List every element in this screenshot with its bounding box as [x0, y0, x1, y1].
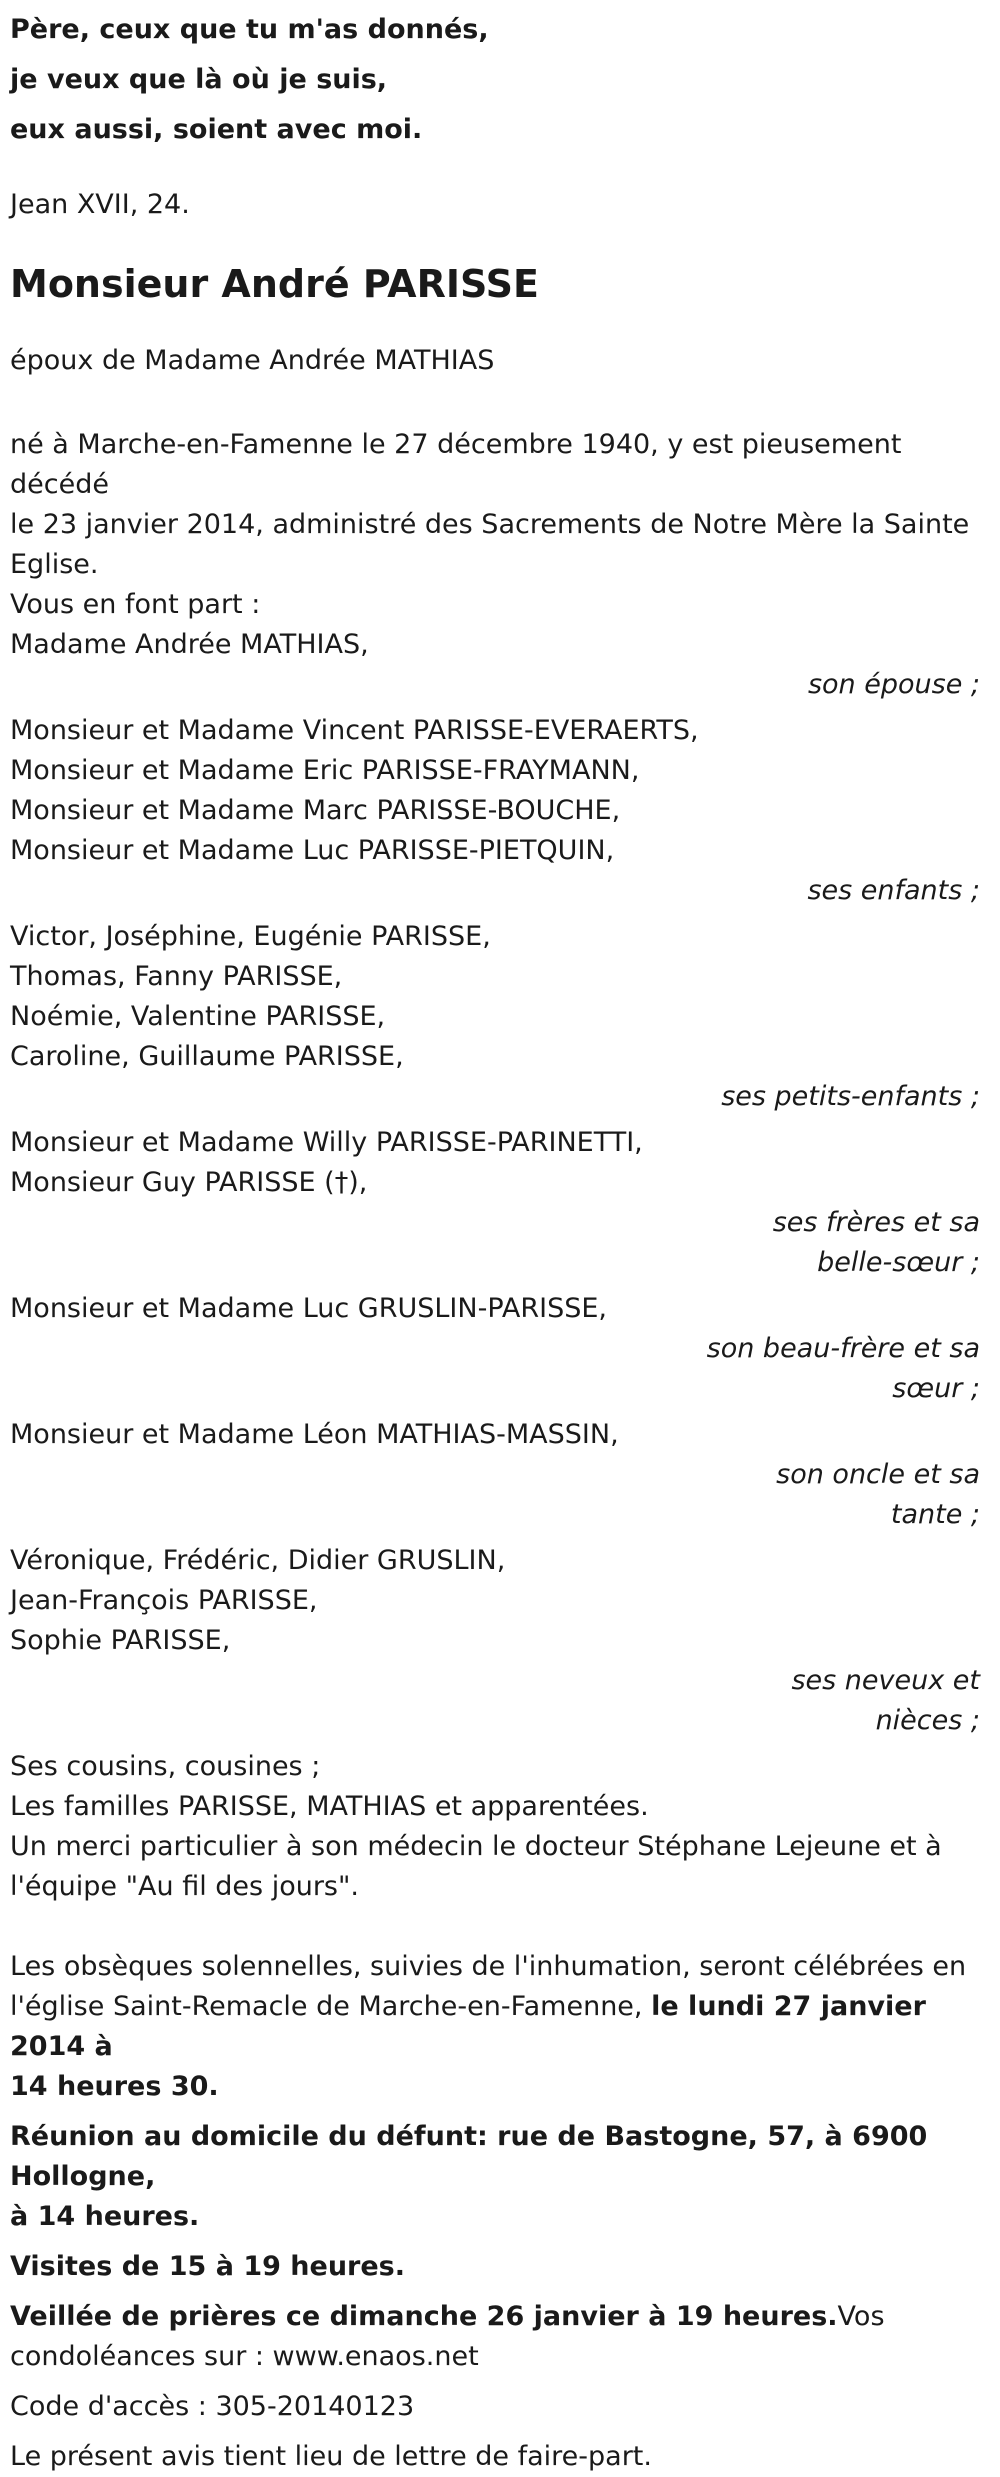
relation-label: son beau-frère et sa [706, 1333, 980, 1364]
family-group [10, 1541, 990, 1741]
funeral-time: 14 heures 30. [10, 2071, 219, 2102]
family-group [10, 711, 990, 911]
relation-label: nièces ; [875, 1705, 980, 1736]
family-name-line: Monsieur et Madame Luc PARISSE-PIETQUIN, [10, 835, 615, 866]
text-line: le 23 janvier 2014, administré des Sacrements de Notre Mère la Sainte [10, 509, 970, 540]
family-group [10, 1415, 990, 1535]
other-relatives [10, 1747, 990, 1907]
meeting-paragraph [10, 2117, 990, 2237]
visits-line: Visites de 15 à 19 heures. [10, 2251, 406, 2282]
deceased-name: Monsieur André PARISSE [10, 262, 539, 306]
family-name-line: Véronique, Frédéric, Didier GRUSLIN, [10, 1545, 506, 1576]
bible-verse [10, 0, 990, 155]
family-name-line: Monsieur et Madame Marc PARISSE-BOUCHE, [10, 795, 621, 826]
relation-label: sœur ; [892, 1373, 980, 1404]
family-name-line: Monsieur et Madame Luc GRUSLIN-PARISSE, [10, 1293, 608, 1324]
relation-label: son épouse ; [807, 669, 980, 700]
family-group [10, 625, 990, 705]
family-name-line: Sophie PARISSE, [10, 1625, 231, 1656]
relation-label: ses enfants ; [807, 875, 980, 906]
relation-label: belle-sœur ; [817, 1247, 980, 1278]
family-name-line: Noémie, Valentine PARISSE, [10, 1001, 386, 1032]
vigil-line [10, 2297, 990, 2337]
family-name-line: Caroline, Guillaume PARISSE, [10, 1041, 404, 1072]
verse-line: Père, ceux que tu m'as donnés, [10, 14, 489, 45]
closing-line: Le présent avis tient lieu de lettre de faire-part. [10, 2441, 652, 2472]
verse-line: je veux que là où je suis, [10, 64, 388, 95]
family-name-line: Monsieur et Madame Willy PARISSE-PARINETTI, [10, 1127, 643, 1158]
thanks-line: l'équipe "Au fil des jours". [10, 1871, 359, 1902]
verse-line: eux aussi, soient avec moi. [10, 114, 423, 145]
cousins-line: Ses cousins, cousines ; [10, 1751, 321, 1782]
birth-death-paragraph [10, 425, 990, 585]
family-name-line: Monsieur et Madame Eric PARISSE-FRAYMANN, [10, 755, 640, 786]
family-name-line: Monsieur Guy PARISSE (†), [10, 1167, 368, 1198]
family-name-line: Jean-François PARISSE, [10, 1585, 318, 1616]
funeral-paragraph [10, 1947, 990, 2107]
text-line: Eglise. [10, 549, 99, 580]
meeting-line: Réunion au domicile du défunt: rue de Bastogne, 57, à 6900 Hollogne, [10, 2121, 928, 2192]
condolences-line: condoléances sur : www.enaos.net [10, 2341, 479, 2372]
relation-label: ses neveux et [791, 1665, 980, 1696]
spouse-line: époux de Madame Andrée MATHIAS [10, 345, 495, 376]
funeral-line: Les obsèques solennelles, suivies de l'inhumation, seront célébrées en [10, 1951, 967, 1982]
meeting-line: à 14 heures. [10, 2201, 200, 2232]
verse-reference: Jean XVII, 24. [10, 189, 190, 220]
relation-label: ses frères et sa [772, 1207, 980, 1238]
access-code: Code d'accès : 305-20140123 [10, 2391, 415, 2422]
announce-intro: Vous en font part : [10, 589, 261, 620]
family-name-line: Victor, Joséphine, Eugénie PARISSE, [10, 921, 491, 952]
family-name-line: Monsieur et Madame Vincent PARISSE-EVERAERTS, [10, 715, 699, 746]
vigil-paragraph [10, 2297, 990, 2377]
relation-label: tante ; [890, 1499, 980, 1530]
thanks-line: Un merci particulier à son médecin le docteur Stéphane Lejeune et à [10, 1831, 942, 1862]
vigil-text: Veillée de prières ce dimanche 26 janvier à 19 heures. [10, 2301, 838, 2332]
funeral-date: le lundi 27 janvier 2014 à [10, 1991, 926, 2062]
family-name-line: Madame Andrée MATHIAS, [10, 629, 369, 660]
family-name-line: Thomas, Fanny PARISSE, [10, 961, 343, 992]
families-line: Les familles PARISSE, MATHIAS et apparentées. [10, 1791, 649, 1822]
family-group [10, 1123, 990, 1283]
condolences-prefix: Vos [837, 2301, 885, 2332]
funeral-place: l'église Saint-Remacle de Marche-en-Famenne, [10, 1991, 652, 2022]
family-group [10, 917, 990, 1117]
text-line: né à Marche-en-Famenne le 27 décembre 1940, y est pieusement décédé [10, 429, 902, 500]
funeral-line [10, 1987, 990, 2067]
family-name-line: Monsieur et Madame Léon MATHIAS-MASSIN, [10, 1419, 619, 1450]
relation-label: ses petits-enfants ; [721, 1081, 980, 1112]
relation-label: son oncle et sa [776, 1459, 980, 1490]
family-group [10, 1289, 990, 1409]
